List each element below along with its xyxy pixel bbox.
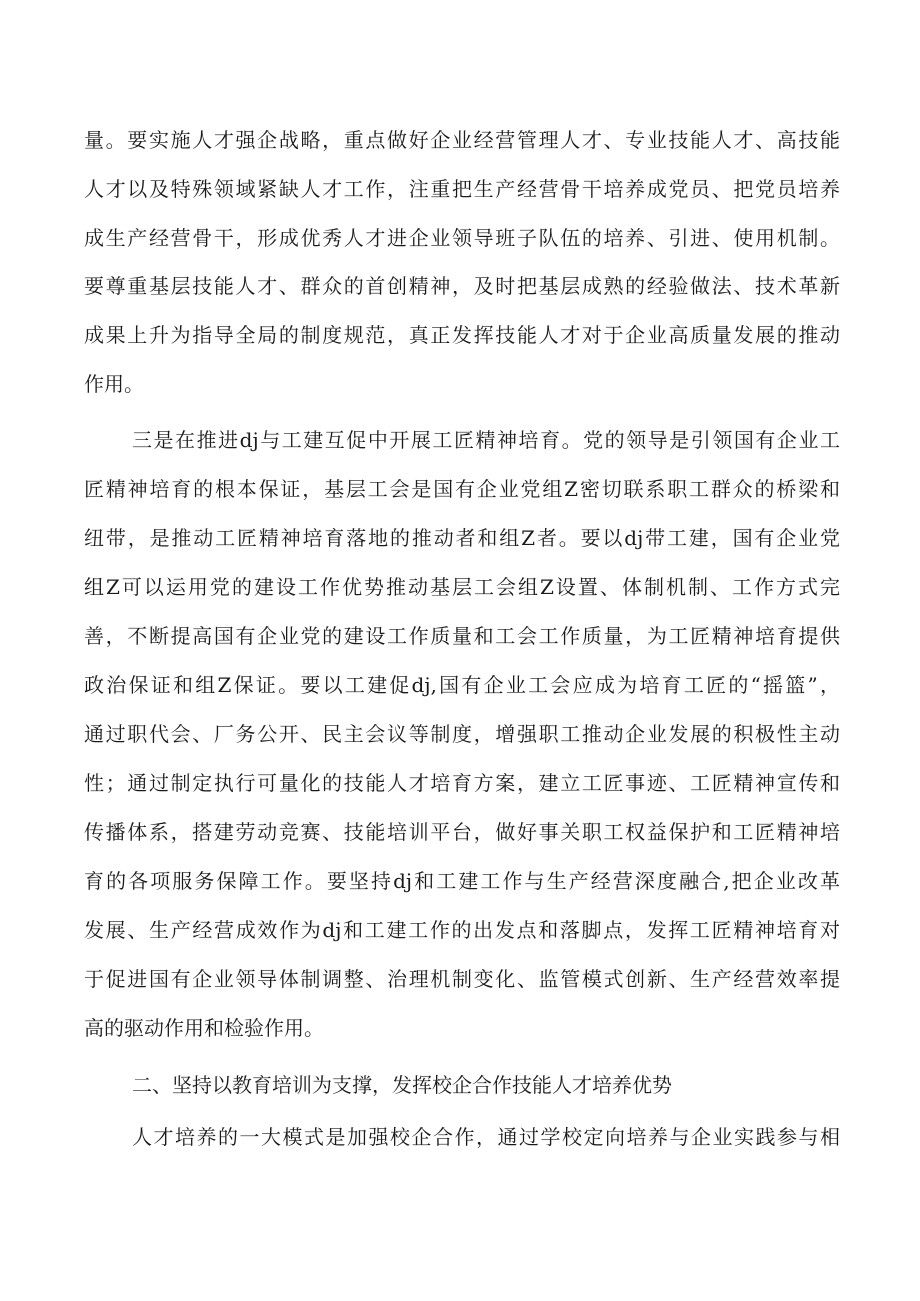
paragraph-2-line-10: 育的各项服务保障工作。要坚持dj和工建工作与生产经营深度融合,把企业改革 <box>84 869 840 893</box>
paragraph-1-line-3: 成生产经营骨干，形成优秀人才进企业领导班子队伍的培养、引进、使用机制。 <box>84 226 840 250</box>
paragraph-2-line-3: 纽带，是推动工匠精神培育落地的推动者和组Z者。要以dj带工建，国有企业党 <box>84 526 840 550</box>
paragraph-2-line-11: 发展、生产经营成效作为dj和工建工作的出发点和落脚点，发挥工匠精神培育对 <box>84 918 840 942</box>
paragraph-2-line-1: 三是在推进dj与工建互促中开展工匠精神培育。党的领导是引领国有企业工 <box>132 428 840 452</box>
paragraph-1-line-6: 作用。 <box>84 372 144 396</box>
paragraph-1-line-1: 量。要实施人才强企战略，重点做好企业经营管理人才、专业技能人才、高技能 <box>84 128 840 152</box>
paragraph-2-line-13: 高的驱动作用和检验作用。 <box>84 1016 324 1040</box>
paragraph-1-line-5: 成果上升为指导全局的制度规范，真正发挥技能人才对于企业高质量发展的推动 <box>84 323 840 347</box>
paragraph-2-line-6: 政治保证和组Z保证。要以工建促dj,国有企业工会应成为培育工匠的“摇篮”， <box>84 673 840 697</box>
paragraph-2-line-12: 于促进国有企业领导体制调整、治理机制变化、监管模式创新、生产经营效率提 <box>84 967 840 991</box>
paragraph-2-line-9: 传播体系，搭建劳动竞赛、技能培训平台，做好事关职工权益保护和工匠精神培 <box>84 820 840 844</box>
paragraph-2-line-7: 通过职代会、厂务公开、民主会议等制度，增强职工推动企业发展的积极性主动 <box>84 722 840 746</box>
paragraph-2-line-2: 匠精神培育的根本保证，基层工会是国有企业党组Z密切联系职工群众的桥梁和 <box>84 477 840 501</box>
section-heading: 二、坚持以教育培训为支撑，发挥校企合作技能人才培养优势 <box>132 1073 672 1097</box>
paragraph-2-line-8: 性；通过制定执行可量化的技能人才培育方案，建立工匠事迹、工匠精神宣传和 <box>84 771 840 795</box>
paragraph-2-line-5: 善，不断提高国有企业党的建设工作质量和工会工作质量，为工匠精神培育提供 <box>84 624 840 648</box>
paragraph-1-line-2: 人才以及特殊领域紧缺人才工作，注重把生产经营骨干培养成党员、把党员培养 <box>84 177 840 201</box>
paragraph-3-line-1: 人才培养的一大模式是加强校企合作，通过学校定向培养与企业实践参与相 <box>132 1125 840 1149</box>
paragraph-2-line-4: 组Z可以运用党的建设工作优势推动基层工会组Z设置、体制机制、工作方式完 <box>84 575 840 599</box>
paragraph-1-line-4: 要尊重基层技能人才、群众的首创精神，及时把基层成熟的经验做法、技术革新 <box>84 274 840 298</box>
